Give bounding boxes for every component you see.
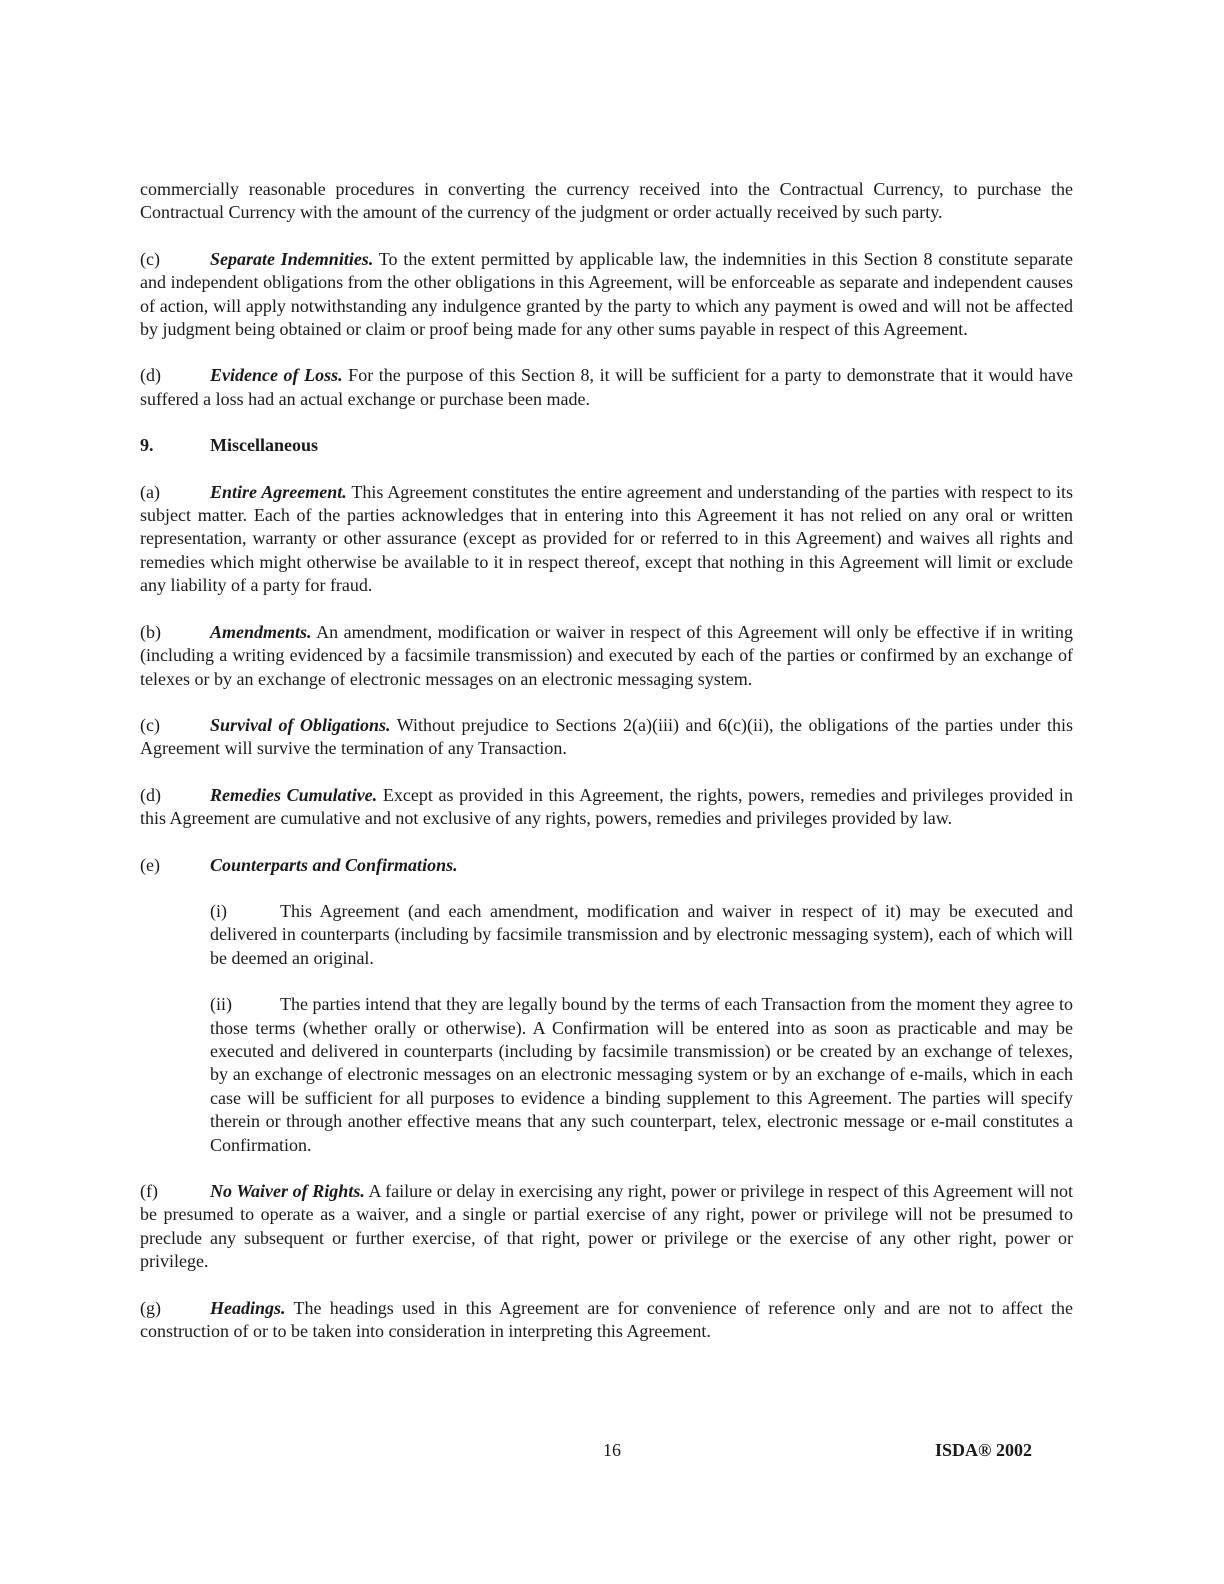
section-9f-number: (f) [140,1181,158,1201]
section-8d-number: (d) [140,365,161,386]
section-9a-text: This Agreement constitutes the entire agreement and understanding of the parties with respect to its subject matter. Each of the parties acknowledges that in entering into this Agreement it has not relied on any oral or written representation, warranty or other assurance (except as provided for or referred to in this Agreement) and waives all rights and remedies which might otherwise be available to it in respect thereof, except that nothing in this Agreement will limit or exclude any liability of a party for fraud. [140,481,1073,596]
continuation-paragraph: commercially reasonable procedures in converting the currency received into the Contractual Currency, to purchase the Contractual Currency with the amount of the currency of the judgment or order actually received by such party. [140,179,1073,223]
section-8c-number: (c) [140,248,160,269]
section-9a-title: Entire Agreement. [210,481,347,502]
section-9f-paragraph [140,1180,1073,1274]
section-9e-ii-paragraph [210,993,1073,1157]
section-9d-title: Remedies Cumulative. [210,784,378,805]
section-9g-paragraph [140,1297,1073,1344]
section-8d-text: For the purpose of this Section 8, it will be sufficient for a party to demonstrate that it would have suffered a loss had an actual exchange or purchase been made. [140,365,1073,409]
section-9d-number: (d) [140,784,161,805]
section-8c-paragraph [140,248,1073,342]
section-9e-i-number: (i) [210,900,227,921]
section-9a-paragraph [140,481,1073,598]
section-9e-title: Counterparts and Confirmations. [210,854,458,875]
section-9e-paragraph [140,854,1073,877]
section-9g-number: (g) [140,1297,161,1318]
section-9g-title: Headings. [210,1297,286,1318]
section-8d-title: Evidence of Loss. [210,365,343,386]
section-9e-ii-text: The parties intend that they are legally bound by the terms of each Transaction from the moment they agree to those terms (whether orally or otherwise). A Confirmation will be entered into as soon as practicable and may be executed and delivered in counterparts (including by facsimile transmission) or be created by an exchange of telexes, by an exchange of electronic messages on an electronic messaging system or by an exchange of e-mails, which in each case will be sufficient for all purposes to evidence a binding supplement to this Agreement. The parties will specify therein or through another effective means that any such counterpart, telex, electronic message or e-mail constitutes a Confirmation. [210,994,1073,1155]
section-9d-paragraph [140,784,1073,831]
section-9g-text: The headings used in this Agreement are for convenience of reference only and are not to affect the construction of or to be taken into consideration in interpreting this Agreement. [140,1297,1073,1342]
section-9e-i-text: This Agreement (and each amendment, modification and waiver in respect of it) may be executed and delivered in counterparts (including by facsimile transmission and by electronic messaging system), each of which will be deemed an original. [210,900,1073,968]
section-8c-text: To the extent permitted by applicable law, the indemnities in this Section 8 constitute separate and independent obligations from the other obligations in this Agreement, will be enforceable as separate and independent causes of action, will apply notwithstanding any indulgence granted by the party to which any payment is owed and will not be affected by judgment being obtained or claim or proof being made for any other sums payable in respect of this Agreement. [140,248,1074,340]
section-9e-ii-number: (ii) [210,994,232,1015]
section-9b-text: An amendment, modification or waiver in respect of this Agreement will only be effective if in writing (including a writing evidenced by a facsimile transmission) and executed by each of the parties or confirmed by an exchange of telexes or by an exchange of electronic messages on an electronic messaging system. [140,621,1073,689]
section-9-heading [140,434,1073,457]
section-9c-number: (c) [140,714,160,735]
section-9e-number: (e) [140,854,160,875]
section-9b-paragraph [140,621,1073,691]
section-9a-number: (a) [140,481,160,502]
section-9f-title: No Waiver of Rights. [210,1181,365,1201]
section-9-number: 9. [140,435,154,456]
section-9c-text: Without prejudice to Sections 2(a)(iii) and 6(c)(ii), the obligations of the parties under this Agreement will survive the termination of any Transaction. [140,714,1073,759]
document-body [140,178,1073,1366]
section-9c-title: Survival of Obligations. [210,714,391,735]
section-9f-text: A failure or delay in exercising any right, power or privilege in respect of this Agreement will not be presumed to operate as a waiver, and a single or partial exercise of any right, power or privilege will not be presumed to preclude any subsequent or further exercise, of that right, power or privilege or the exercise of any other right, power or privilege. [140,1181,1073,1272]
section-8c-title: Separate Indemnities. [210,248,374,269]
section-9c-paragraph [140,714,1073,761]
section-9e-i-paragraph [210,900,1073,970]
section-8d-paragraph [140,364,1073,411]
section-9-title: Miscellaneous [210,435,318,456]
page-number: 16 [603,1440,621,1460]
footer-brand: ISDA® 2002 [935,1440,1032,1460]
section-9b-number: (b) [140,621,161,642]
section-9d-text: Except as provided in this Agreement, the rights, powers, remedies and privileges provided in this Agreement are cumulative and not exclusive of any rights, powers, remedies and privileges provided by law. [140,784,1073,829]
section-9b-title: Amendments. [210,621,312,642]
